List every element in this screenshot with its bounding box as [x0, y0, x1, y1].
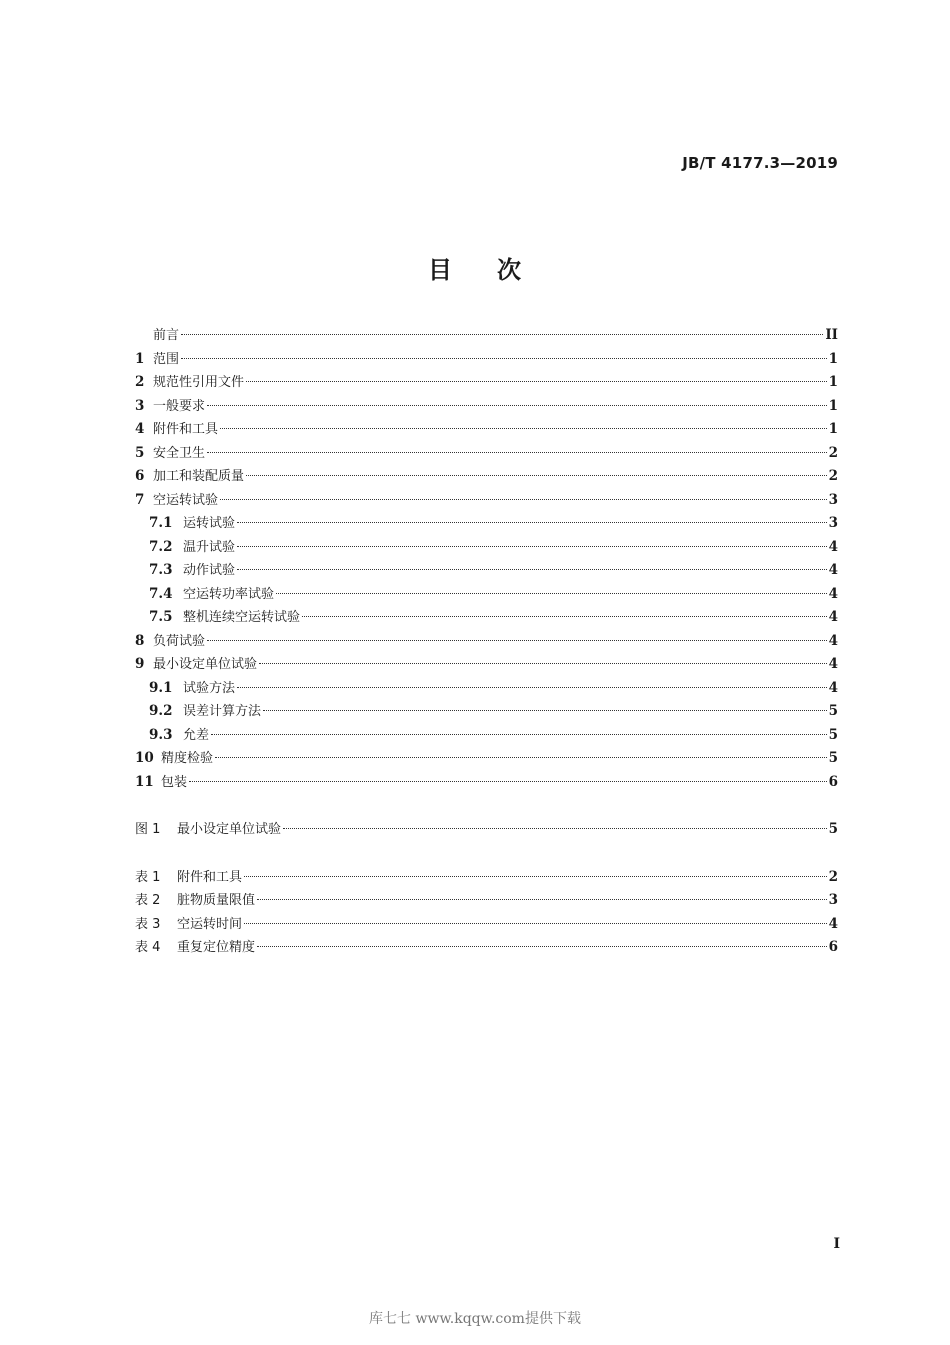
table-number: 表 1 [135, 869, 161, 885]
toc-entry-page: 4 [828, 562, 838, 578]
table-label: 脏物质量限值 [177, 893, 256, 908]
toc-entry[interactable] [135, 371, 838, 395]
toc-entry[interactable] [135, 395, 838, 419]
toc-entry-number: 7.1 [149, 515, 173, 531]
toc-entry[interactable] [135, 747, 838, 771]
toc-entry-number: 1 [135, 350, 145, 367]
toc-entry-label: 动作试验 [183, 563, 236, 578]
toc-entry-label: 精度检验 [161, 751, 214, 766]
toc-entry-label: 空运转功率试验 [183, 586, 275, 602]
leader-dots [237, 522, 827, 523]
leader-dots [220, 428, 827, 429]
toc-entry[interactable] [135, 653, 838, 677]
table-page: 2 [828, 868, 838, 885]
toc-subentry[interactable] [135, 536, 838, 560]
toc-entry-page: 2 [828, 468, 838, 484]
toc-entry-number: 11 [135, 773, 154, 790]
leader-dots [257, 899, 827, 900]
figure-entry[interactable] [135, 818, 838, 842]
leader-dots [246, 475, 827, 476]
leader-dots [283, 828, 827, 829]
toc-entry-number: 3 [135, 397, 145, 414]
title-part-2: 次 [497, 256, 522, 284]
toc-entry[interactable] [135, 771, 838, 795]
leader-dots [246, 381, 827, 382]
toc-entry-label: 规范性引用文件 [153, 375, 245, 390]
leader-dots [207, 640, 827, 641]
leader-dots [257, 946, 827, 947]
toc-entry-page: II [825, 327, 838, 343]
toc-entry-page: 4 [828, 538, 838, 555]
toc-entry-number: 8 [135, 632, 145, 649]
toc-entry-number: 4 [135, 421, 145, 437]
toc-entry-label: 前言 [153, 328, 180, 343]
toc-entry-number: 7.3 [149, 562, 173, 578]
table-page: 4 [828, 915, 838, 932]
table-page: 6 [828, 939, 838, 955]
toc-subentry[interactable] [135, 559, 838, 583]
toc-entry-number: 9 [135, 656, 145, 672]
leader-dots [302, 616, 827, 617]
toc-entry-page: 1 [828, 421, 838, 437]
toc-entry[interactable] [135, 489, 838, 513]
title-part-1: 目 [428, 256, 453, 284]
standard-code: JB/T 4177.3—2019 [682, 154, 838, 172]
leader-dots [207, 405, 827, 406]
toc-entry-page: 4 [828, 585, 838, 602]
table-page: 3 [828, 892, 838, 908]
toc-entry-label: 负荷试验 [153, 633, 206, 649]
toc-entry-number: 7.4 [149, 585, 173, 602]
toc-entry-page: 4 [828, 632, 838, 649]
toc-entry-label: 运转试验 [183, 516, 236, 531]
toc-entry-page: 1 [828, 397, 838, 414]
table-label: 空运转时间 [177, 916, 243, 932]
leader-dots [181, 334, 823, 335]
toc-subentry[interactable] [135, 724, 838, 748]
leader-dots [215, 757, 827, 758]
leader-dots [263, 710, 827, 711]
toc-entry-label: 允差 [183, 727, 210, 743]
toc-entry-label: 空运转试验 [153, 492, 219, 508]
toc-subentry[interactable] [135, 677, 838, 701]
leader-dots [189, 781, 827, 782]
leader-dots [211, 734, 827, 735]
table-number: 表 2 [135, 893, 161, 908]
leader-dots [259, 663, 827, 664]
toc-entry[interactable] [135, 465, 838, 489]
leader-dots [181, 358, 827, 359]
download-watermark: 库七七 www.kqqw.com提供下载 [369, 1311, 581, 1327]
leader-dots [237, 546, 827, 547]
toc-entry-page: 3 [828, 515, 838, 531]
toc-entry[interactable] [135, 418, 838, 442]
toc-subentry[interactable] [135, 583, 838, 607]
toc-subentry[interactable] [135, 606, 838, 630]
figure-page: 5 [828, 821, 838, 837]
toc-entry-number: 6 [135, 468, 145, 484]
table-number: 表 3 [135, 916, 161, 932]
toc-entry-label: 范围 [153, 351, 180, 367]
toc-entry-label: 包装 [161, 774, 188, 790]
table-entry[interactable] [135, 866, 838, 890]
page-title [0, 250, 950, 285]
toc-entry-number: 7 [135, 491, 145, 508]
toc-entry[interactable] [135, 630, 838, 654]
page-number: I [833, 1236, 840, 1252]
leader-dots [237, 569, 827, 570]
toc-entry-label: 安全卫生 [153, 445, 206, 461]
toc-entry-page: 3 [828, 491, 838, 508]
toc-entry-number: 2 [135, 374, 145, 390]
toc-entry-label: 试验方法 [183, 680, 236, 696]
toc-entry-label: 整机连续空运转试验 [183, 610, 301, 625]
table-number: 表 4 [135, 940, 161, 955]
table-entry[interactable] [135, 936, 838, 960]
toc-entry-label: 附件和工具 [153, 422, 219, 437]
toc-entry-number: 10 [135, 750, 154, 766]
toc-entry-page: 5 [828, 726, 838, 743]
toc-entry-page: 4 [828, 656, 838, 672]
toc-entry-page: 5 [828, 750, 838, 766]
leader-dots [276, 593, 827, 594]
toc-entry-number: 9.3 [149, 726, 173, 743]
toc-entry-page: 4 [828, 609, 838, 625]
toc-entry-page: 6 [828, 773, 838, 790]
toc-entry-label: 温升试验 [183, 539, 236, 555]
table-label: 重复定位精度 [177, 940, 256, 955]
toc-entry-page: 1 [828, 350, 838, 367]
toc-entry-number: 5 [135, 444, 145, 461]
table-of-contents [135, 324, 838, 960]
table-label: 附件和工具 [177, 869, 243, 885]
toc-entry-label: 一般要求 [153, 398, 206, 414]
toc-entry-label: 误差计算方法 [183, 704, 262, 719]
table-entry[interactable] [135, 913, 838, 937]
toc-entry-number: 7.2 [149, 538, 173, 555]
toc-entry-page: 1 [828, 374, 838, 390]
toc-entry-label: 最小设定单位试验 [153, 657, 258, 672]
leader-dots [237, 687, 827, 688]
toc-subentry[interactable] [135, 512, 838, 536]
toc-entry[interactable] [135, 348, 838, 372]
toc-entry-page: 2 [828, 444, 838, 461]
toc-entry-page: 5 [828, 703, 838, 719]
figure-label: 最小设定单位试验 [177, 822, 282, 837]
toc-entry-number: 9.2 [149, 703, 173, 719]
toc-subentry[interactable] [135, 700, 838, 724]
toc-entry-number: 9.1 [149, 679, 173, 696]
toc-entry-number: 7.5 [149, 609, 173, 625]
toc-entry-page: 4 [828, 679, 838, 696]
table-entry[interactable] [135, 889, 838, 913]
leader-dots [220, 499, 827, 500]
leader-dots [207, 452, 827, 453]
leader-dots [244, 876, 827, 877]
figure-number: 图 1 [135, 822, 161, 837]
toc-entry[interactable] [135, 442, 838, 466]
toc-entry[interactable] [135, 324, 838, 348]
toc-entry-label: 加工和装配质量 [153, 469, 245, 484]
leader-dots [244, 923, 827, 924]
